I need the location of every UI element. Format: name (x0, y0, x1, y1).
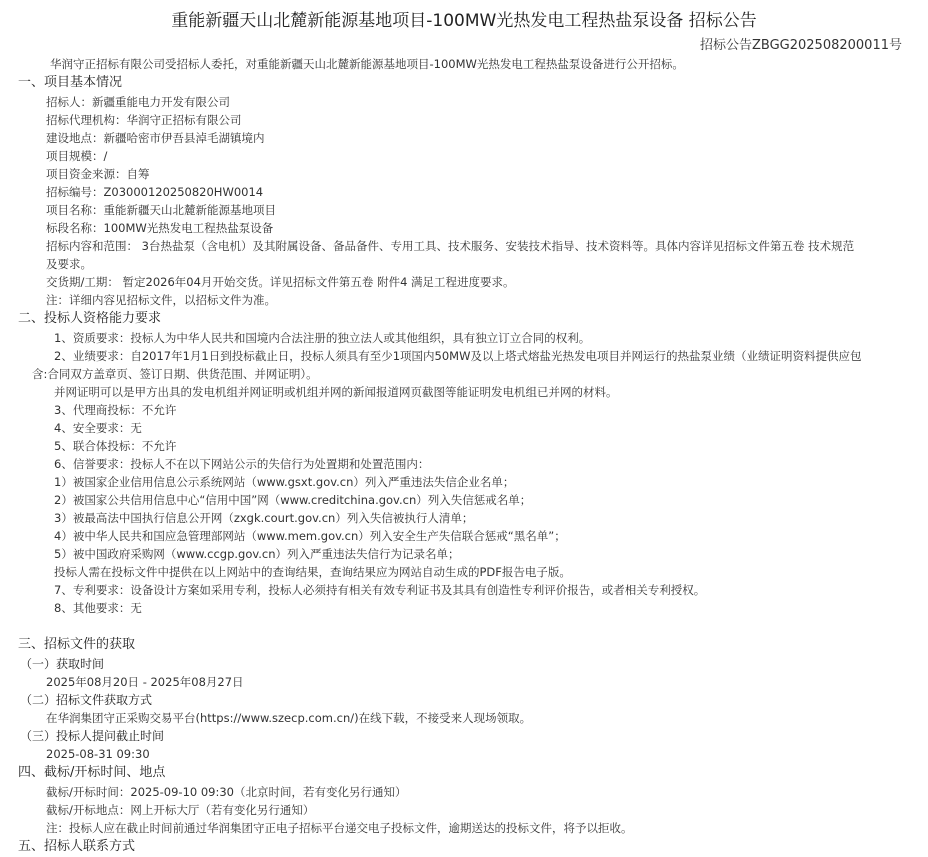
credit-item-5: 5）被中国政府采购网（www.ccgp.gov.cn）列入严重违法失信行为记录名单； (54, 547, 460, 561)
intro-paragraph: 华润守正招标有限公司受招标人委托，对重能新疆天山北麓新能源基地项目-100MW光热发电工程热盐泵设备进行公开招标。 (50, 57, 684, 71)
scope-line: 招标内容和范围： 3台热盐泵（含电机）及其附属设备、备品备件、专用工具、技术服务、安装技术指导、技术资料等。具体内容详见招标文件第五卷 技术规范 (46, 239, 855, 253)
obtain-time-heading: （一）获取时间 (20, 657, 105, 671)
page-title: 重能新疆天山北麓新能源基地项目-100MW光热发电工程热盐泵设备 招标公告 (171, 11, 757, 31)
credit-item-1: 1）被国家企业信用信息公示系统网站（www.gsxt.gov.cn）列入严重违法失信企业名单； (54, 475, 515, 489)
project-name-line: 项目名称：重能新疆天山北麓新能源基地项目 (46, 203, 276, 217)
obtain-time-value: 2025年08月20日 - 2025年08月27日 (46, 675, 244, 689)
credit-item-2: 2）被国家公共信用信息中心“信用中国”网（www.creditchina.gov.cn）列入失信惩戒名单； (54, 493, 532, 507)
section-4-note: 注：投标人应在截止时间前通过华润集团守正电子招标平台递交电子投标文件，逾期送达的投标文件，将予以拒收。 (46, 821, 633, 835)
section-1-heading: 一、项目基本情况 (18, 75, 123, 90)
credit-proof-line: 投标人需在投标文件中提供在以上网站中的查询结果，查询结果应为网站自动生成的PDF报告电子版。 (54, 565, 571, 579)
lot-name-line: 标段名称：100MW光热发电工程热盐泵设备 (46, 221, 274, 235)
section-2-heading: 二、投标人资格能力要求 (18, 311, 162, 326)
scale-line: 项目规模：/ (46, 149, 108, 163)
grid-proof-line: 并网证明可以是甲方出具的发电机组并网证明或机组并网的新闻报道网页截图等能证明发电机组已并网的材料。 (54, 385, 618, 399)
performance-line: 2、业绩要求：自2017年1月1日到投标截止日，投标人须具有至少1项国内50MW及以上塔式熔盐光热发电项目并网运行的热盐泵业绩（业绩证明资料提供应包 (54, 349, 862, 363)
section-3-heading: 三、招标文件的获取 (18, 637, 136, 652)
bid-opening-place: 截标/开标地点：网上开标大厅（若有变化另行通知） (46, 803, 315, 817)
section-1-note: 注：详细内容见招标文件，以招标文件为准。 (46, 293, 276, 307)
credit-item-3: 3）被最高法中国执行信息公开网（zxgk.court.gov.cn）列入失信被执行人清单； (54, 511, 474, 525)
obtain-method-heading: （二）招标文件获取方式 (20, 693, 153, 707)
notice-number: 招标公告ZBGG202508200011号 (700, 38, 902, 53)
patent-line: 7、专利要求：设备设计方案如采用专利，投标人必须持有相关有效专利证书及其具有创造性专利评价报告，或者相关专利授权。 (54, 583, 706, 597)
safety-line: 4、安全要求：无 (54, 421, 142, 435)
obtain-method-value: 在华润集团守正采购交易平台(https://www.szecp.com.cn/)在线下载，不接受来人现场领取。 (46, 711, 532, 725)
question-deadline-value: 2025-08-31 09:30 (46, 747, 150, 761)
funding-line: 项目资金来源：自筹 (46, 167, 150, 181)
credit-item-4: 4）被中华人民共和国应急管理部网站（www.mem.gov.cn）列入安全生产失信联合惩戒“黑名单”； (54, 529, 566, 543)
question-deadline-heading: （三）投标人提问截止时间 (20, 729, 165, 743)
tender-code-line: 招标编号：Z03000120250820HW0014 (46, 185, 264, 199)
agent-bid-line: 3、代理商投标：不允许 (54, 403, 177, 417)
location-line: 建设地点：新疆哈密市伊吾县淖毛湖镇境内 (46, 131, 265, 145)
performance-line-cont: 含:合同双方盖章页、签订日期、供货范围、并网证明）。 (32, 367, 318, 381)
consortium-line: 5、联合体投标：不允许 (54, 439, 177, 453)
qualification-line: 1、资质要求：投标人为中华人民共和国境内合法注册的独立法人或其他组织，具有独立订立合同的权利。 (54, 331, 591, 345)
section-5-heading: 五、招标人联系方式 (18, 839, 136, 854)
scope-line-cont: 及要求。 (46, 257, 92, 271)
section-4-heading: 四、截标/开标时间、地点 (18, 765, 166, 780)
credit-line: 6、信誉要求：投标人不在以下网站公示的失信行为处置期和处置范围内： (54, 457, 430, 471)
other-requirements-line: 8、其他要求：无 (54, 601, 142, 615)
tenderer-line: 招标人：新疆重能电力开发有限公司 (46, 95, 230, 109)
agency-line: 招标代理机构：华润守正招标有限公司 (46, 113, 242, 127)
delivery-line: 交货期/工期： 暂定2026年04月开始交货。详见招标文件第五卷 附件4 满足工程进度要求。 (46, 275, 515, 289)
bid-opening-time: 截标/开标时间：2025-09-10 09:30（北京时间，若有变化另行通知） (46, 785, 407, 799)
